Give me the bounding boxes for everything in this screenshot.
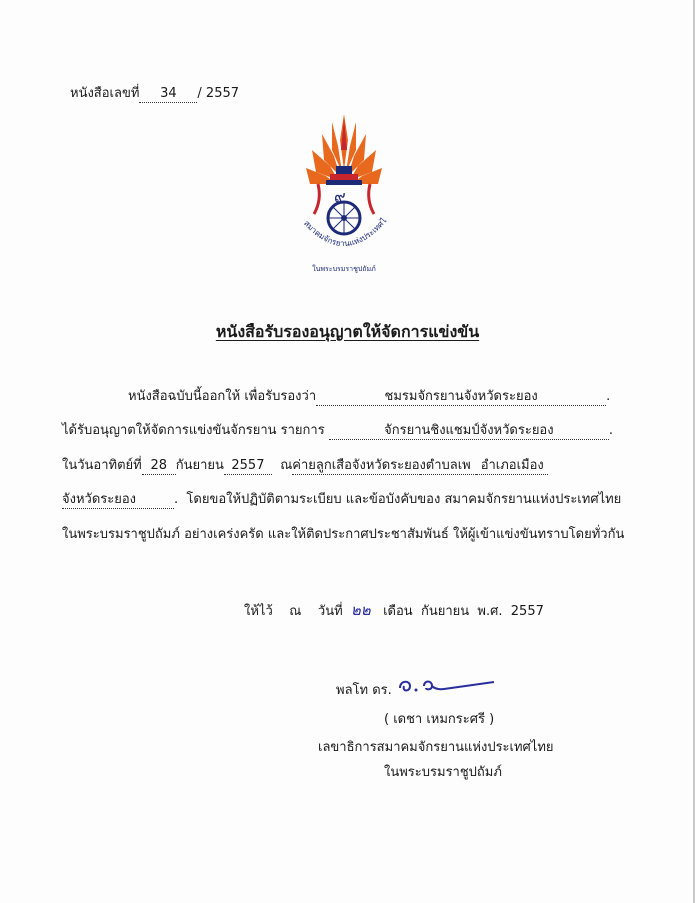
signer-rank: พลโท ดร. [336, 683, 392, 698]
line4-rest: โดยขอให้ปฏิบัติตามระเบียบ และข้อบังคับของ สมาคมจักรยานแห่งประเทศไทย [186, 492, 622, 507]
event-venue: ค่ายลูกเสือจังหวัดระยอง [292, 458, 426, 473]
club-name: ชมรมจักรยานจังหวัดระยอง [316, 389, 606, 406]
signer-patronage: ในพระบรมราชูปถัมภ์ [384, 765, 502, 780]
line1-prefix: หนังสือฉบับนี้ออกให้ เพื่อรับรองว่า [128, 389, 317, 404]
line1-end: . [606, 389, 611, 404]
body-line-5: ในพระบรมราชูปถัมภ์ อย่างเคร่งครัด และให้ติดประกาศประชาสัมพันธ์ ให้ผู้เข้าแข่งขันทราบโดยทั่วกัน [62, 527, 625, 542]
event-at: ณ [280, 458, 293, 473]
emblem-arc-text: สมาคมจักรยานแห่งประเทศไ [302, 216, 389, 249]
body-line-4: จังหวัดระยอง . โดยขอให้ปฏิบัติตามระเบียบ และข้อบังคับของ สมาคมจักรยานแห่งประเทศไทย [62, 492, 622, 507]
given-at: ณ [289, 604, 302, 619]
signer-position: เลขาธิการสมาคมจักรยานแห่งประเทศไทย [318, 740, 554, 755]
given-month-label: เดือน [383, 604, 413, 619]
body-line-1 [128, 389, 610, 406]
event-year: 2557 [224, 458, 272, 475]
doc-number-value: 34 [139, 86, 197, 103]
line2-prefix: ได้รับอนุญาตให้จัดการแข่งขันจักรยาน รายการ [62, 423, 325, 438]
signer-name: ( เดชา เหมกระศรี ) [384, 712, 495, 727]
body-line-2 [62, 423, 613, 440]
event-district: อำเภอเมือง [476, 458, 548, 475]
doc-number [70, 86, 239, 103]
line2-end: . [608, 423, 613, 438]
given-day-label: วันที่ [317, 604, 343, 619]
association-emblem [292, 110, 396, 278]
handwritten-signature [396, 672, 500, 702]
event-subdistrict: ตำบลเพ [420, 458, 476, 475]
event-name: จักรยานชิงแชมป์จังหวัดระยอง [329, 423, 609, 440]
line3-prefix: ในวันอาทิตย์ที่ [62, 458, 142, 473]
body-line-3 [62, 458, 548, 475]
doc-number-label: หนังสือเลขที่ [70, 86, 140, 101]
emblem-logo [292, 110, 396, 260]
given-era: พ.ศ. [477, 604, 503, 619]
given-year: 2557 [510, 604, 544, 619]
given-month: กันยายน [420, 604, 470, 619]
svg-text:๙: ๙ [334, 187, 346, 206]
emblem-sub-text: ในพระบรมราชูปถัมภ์ [312, 265, 376, 273]
event-day: 28 [142, 458, 176, 475]
given-day-handwritten: ๒๒ [350, 601, 371, 619]
given-prefix: ให้ไว้ [244, 604, 273, 619]
doc-number-year: / 2557 [197, 86, 240, 101]
given-date-line [244, 602, 544, 620]
document-title: หนังสือรับรองอนุญาตให้จัดการแข่งขัน [215, 322, 480, 341]
event-province: จังหวัดระยอง [62, 492, 174, 509]
event-month: กันยายน [175, 458, 224, 473]
